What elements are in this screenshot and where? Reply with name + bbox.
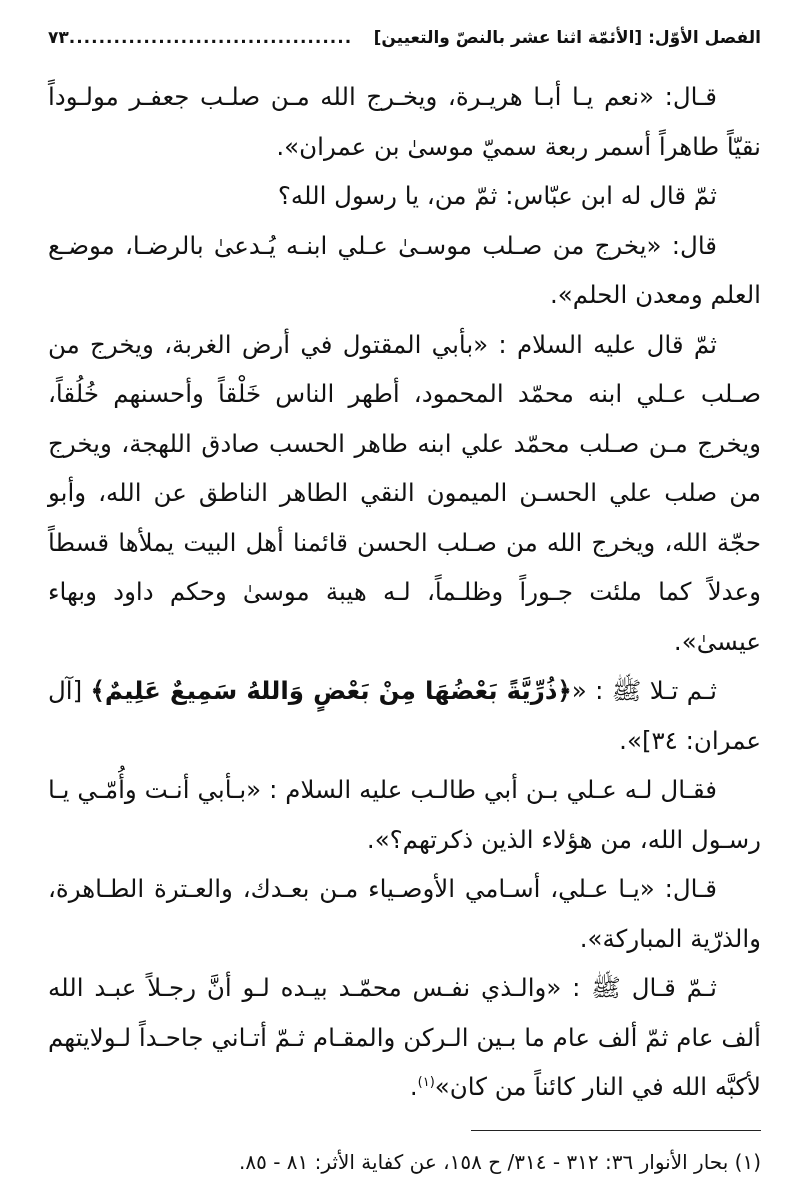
quran-verse: ﴿ذُرِّيَّةً بَعْضُهَا مِنْ بَعْضٍ وَاللهُ سَمِيعٌ عَلِيمٌ﴾: [90, 676, 572, 705]
paragraph: [48, 963, 761, 1112]
leader-dots: ......................................: [68, 28, 353, 48]
verse-intro: ثـم تـلا ﷺ : «: [571, 676, 717, 705]
running-header: [48, 28, 761, 62]
main-text: [48, 72, 761, 1112]
paragraph-verse: [48, 666, 761, 765]
paragraph: قال: «يخرج من صـلب موسـىٰ عـلي ابنـه يُـدعىٰ بالرضـا، موضـع العلم ومعدن الحلم».: [48, 230, 761, 309]
page-number: ٧٣: [48, 28, 69, 48]
verse-reference: [آل عمران: ٣٤]».: [48, 676, 761, 755]
footnote-marker: (١): [417, 1074, 435, 1090]
document-page: [48, 28, 761, 1179]
paragraph: فقـال لـه عـلي بـن أبي طالـب عليه السلام : «بـأبي أنـت وأُمّـي يـا رسـول الله، من هؤلاء الذين ذكرتهم؟».: [48, 775, 761, 854]
paragraph-text: ثـمّ قـال ﷺ : «والـذي نفـس محمّـد بيـده لـو أنَّ رجـلاً عبـد الله ألف عام ثمّ ألف عام ما بـين الـركن والمقـام ثـمّ أتـاني جاحـداً لـولايتهم لأكبَّه الله في النار كائناً من كان»: [48, 973, 761, 1101]
footnote-separator: [471, 1130, 761, 1131]
paragraph: قـال: «يـا عـلي، أسـامي الأوصـياء مـن بعـدك، والعـترة الطـاهرة، والذرّية المباركة».: [48, 874, 761, 953]
paragraph: ثمّ قال عليه السلام : «بأبي المقتول في أرض الغربة، ويخرج من صـلب عـلي ابنه محمّد المحمود، أطهر الناس خَلْقاً وأحسنهم خُلُقاً، ويخرج مـن صـلب محمّد علي ابنه طاهر الحسب صادق اللهجة، ويخرج من صلب علي الحسـن الميمون النقي الطاهر الناطق عن الله، وأبو حجّة الله، ويخرج الله من صـلب الحسن قائمنا أهل البيت يملأها قسطاً وعدلاً كما ملئت جـوراً وظلـماً، لـه هيبة موسىٰ وحكم داود وبهاء عيسىٰ».: [48, 329, 761, 656]
paragraph: ثمّ قال له ابن عبّاس: ثمّ من، يا رسول الله؟: [277, 181, 717, 210]
paragraph-end: .: [409, 1072, 418, 1101]
footnote: (١) بحار الأنوار ٣٦: ٣١٢ - ٣١٤/ ح ١٥٨، عن كفاية الأثر: ٨١ - ٨٥.: [239, 1149, 761, 1174]
chapter-title: الفصل الأوّل: [الأئمّة اثنا عشر بالنصّ والتعيين]: [373, 28, 761, 48]
paragraph: قـال: «نعم يـا أبـا هريـرة، ويخـرج الله مـن صلـب جعفـر مولـوداً نقيّاً طاهراً أسمر ربعة سميّ موسىٰ بن عمران».: [48, 82, 761, 161]
